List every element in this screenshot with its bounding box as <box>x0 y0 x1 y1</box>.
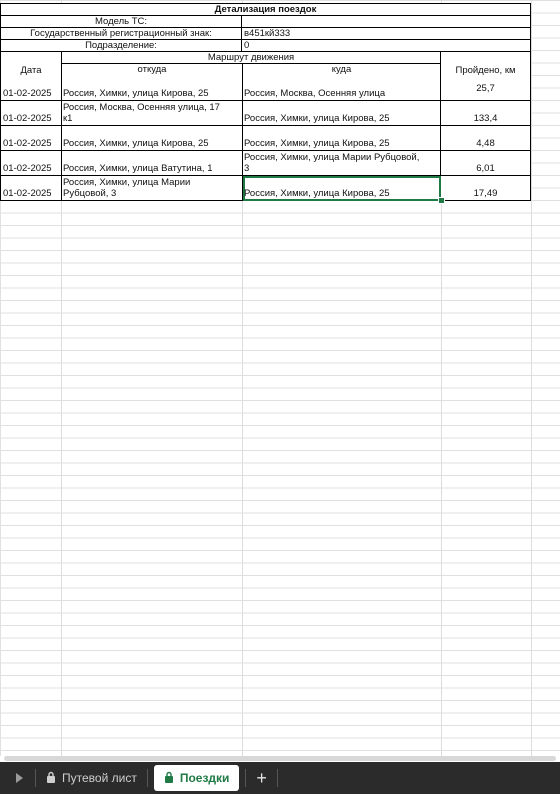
date-value: 01-02-2025 <box>3 163 52 174</box>
date-value: 01-02-2025 <box>3 188 52 199</box>
date-cell[interactable] <box>0 176 62 201</box>
date-cell[interactable] <box>0 151 62 176</box>
date-cell[interactable] <box>0 126 62 151</box>
from-line-1: Россия, Химки, улица Марии <box>63 177 191 188</box>
to-line-2: Россия, Химки, улица Кирова, 25 <box>244 138 390 149</box>
from-header[interactable]: откуда <box>62 64 243 78</box>
from-line-2: Россия, Химки, улица Кирова, 25 <box>63 88 209 99</box>
model-label[interactable]: Модель ТС: <box>0 16 242 28</box>
to-line-2: Россия, Химки, улица Кирова, 25 <box>244 188 390 199</box>
tab-separator <box>277 769 278 787</box>
date-header-cell[interactable] <box>0 52 62 78</box>
to-line-2: Россия, Химки, улица Кирова, 25 <box>244 113 390 124</box>
model-value[interactable] <box>242 16 531 28</box>
dist-value: 133,4 <box>473 113 498 124</box>
date-header: Дата <box>20 65 42 76</box>
tab-waybill[interactable] <box>36 765 147 791</box>
grid-col-line <box>531 0 532 756</box>
to-cell[interactable] <box>243 101 441 126</box>
division-value[interactable]: 0 <box>242 40 531 52</box>
tab-label: Поездки <box>179 771 230 785</box>
to-cell-selected[interactable] <box>243 176 441 201</box>
to-cell[interactable] <box>243 126 441 151</box>
from-line-2: Рубцовой, 3 <box>63 188 117 199</box>
dist-value: 4,48 <box>476 138 495 149</box>
date-value: 01-02-2025 <box>3 88 52 99</box>
from-cell[interactable] <box>62 151 243 176</box>
add-sheet-button[interactable]: + <box>256 767 267 788</box>
from-cell[interactable] <box>62 176 243 201</box>
date-cell[interactable] <box>0 101 62 126</box>
from-line-2: Россия, Химки, улица Кирова, 25 <box>63 138 209 149</box>
from-line-1: Россия, Москва, Осенняя улица, 17 <box>63 102 220 113</box>
dist-cell[interactable] <box>441 126 531 151</box>
to-line-1: Россия, Химки, улица Марии Рубцовой, <box>244 152 420 163</box>
dist-cell[interactable] <box>441 76 531 101</box>
plate-value[interactable]: в451кй333 <box>242 28 531 40</box>
selection-fill-handle[interactable] <box>438 197 445 204</box>
date-cell[interactable] <box>0 76 62 101</box>
sheet-tab-bar <box>0 762 560 794</box>
to-cell[interactable] <box>243 76 441 101</box>
dist-header: Пройдено, км <box>455 65 516 76</box>
dist-header-cell[interactable] <box>441 52 531 78</box>
to-line-2: 3 <box>244 163 250 174</box>
dist-cell[interactable] <box>441 101 531 126</box>
to-header[interactable]: куда <box>243 64 441 78</box>
dist-value: 6,01 <box>476 163 495 174</box>
tab-label: Путевой лист <box>62 771 137 785</box>
date-value: 01-02-2025 <box>3 113 52 124</box>
dist-value: 17,49 <box>473 188 498 199</box>
tab-trips[interactable] <box>154 765 240 791</box>
from-cell[interactable] <box>62 126 243 151</box>
division-label[interactable]: Подразделение: <box>0 40 242 52</box>
date-value: 01-02-2025 <box>3 138 52 149</box>
to-cell[interactable] <box>243 151 441 176</box>
from-line-2: к1 <box>63 113 73 124</box>
from-line-2: Россия, Химки, улица Ватутина, 1 <box>63 163 213 174</box>
lock-icon <box>46 771 56 786</box>
to-line-2: Россия, Москва, Осенняя улица <box>244 88 386 99</box>
dist-cell[interactable] <box>441 151 531 176</box>
dist-cell[interactable] <box>441 176 531 201</box>
sheet-title[interactable]: Детализация поездок <box>0 3 531 16</box>
dist-value: 25,7 <box>476 83 495 94</box>
plate-label[interactable]: Государственный регистрационный знак: <box>0 28 242 40</box>
from-cell[interactable] <box>62 101 243 126</box>
tab-separator <box>147 769 148 787</box>
horizontal-scrollbar[interactable] <box>4 756 556 761</box>
from-cell[interactable] <box>62 76 243 101</box>
route-header[interactable]: Маршрут движения <box>62 52 441 64</box>
play-icon[interactable] <box>16 773 23 783</box>
lock-icon <box>164 771 174 786</box>
